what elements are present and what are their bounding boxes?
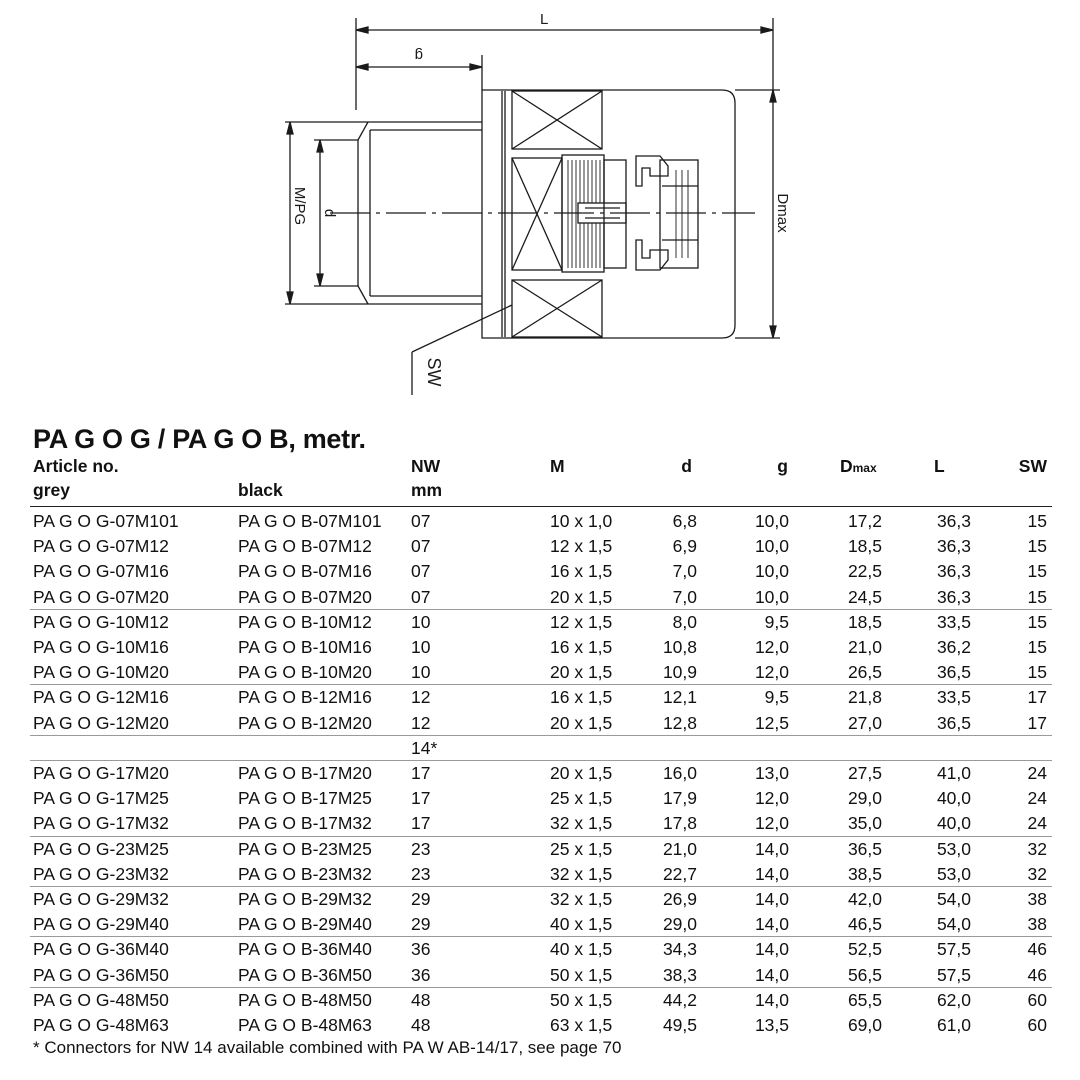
cell-m: 32 x 1,5 [550, 889, 613, 909]
cell-sw: 38 [1027, 914, 1047, 935]
cell-black: PA G O B-29M40 [238, 914, 372, 935]
cell-grey: PA G O G-07M12 [33, 536, 169, 557]
cell-g: 14,0 [754, 863, 789, 884]
cell-nw: 29 [411, 914, 431, 935]
cell-m: 63 x 1,5 [550, 1015, 613, 1035]
header-rule [30, 506, 1052, 507]
header-m: M [550, 456, 565, 476]
cell-g: 12,0 [754, 662, 789, 683]
cell-l: 57,5 [936, 939, 971, 960]
cell-black: PA G O B-17M32 [238, 813, 372, 834]
cell-nw: 10 [411, 662, 431, 683]
cell-sw: 15 [1027, 662, 1047, 683]
cell-grey: PA G O G-07M101 [33, 511, 179, 531]
cell-dmax: 21,8 [847, 687, 882, 708]
cell-nw: 14* [411, 737, 438, 758]
dim-label-dmax: Dmax [774, 193, 791, 233]
dim-label-d: d [321, 208, 338, 218]
cell-d: 12,8 [662, 712, 697, 733]
cell-grey: PA G O G-48M63 [33, 1015, 169, 1035]
cell-m: 50 x 1,5 [550, 989, 613, 1010]
cell-g: 12,0 [754, 637, 789, 657]
row-separator [30, 886, 1052, 887]
cell-dmax: 22,5 [847, 561, 882, 582]
cell-l: 54,0 [936, 889, 971, 909]
cell-g: 14,0 [754, 964, 789, 985]
cell-sw: 15 [1027, 611, 1047, 632]
cell-d: 10,9 [662, 662, 697, 683]
header-dmax [840, 456, 877, 477]
cell-sw: 15 [1027, 586, 1047, 607]
cell-sw: 46 [1027, 939, 1047, 960]
cell-l: 41,0 [936, 763, 971, 783]
cell-m: 20 x 1,5 [550, 662, 613, 683]
cell-nw: 36 [411, 939, 431, 960]
cell-d: 21,0 [662, 838, 697, 859]
cell-d: 12,1 [662, 687, 697, 708]
cell-black: PA G O B-36M50 [238, 964, 372, 985]
cell-nw: 36 [411, 964, 431, 985]
cell-grey: PA G O G-07M20 [33, 586, 169, 607]
cell-dmax: 56,5 [847, 964, 882, 985]
footnote: * Connectors for NW 14 available combined with PA W AB-14/17, see page 70 [33, 1038, 622, 1057]
cell-g: 12,0 [754, 788, 789, 809]
header-article-no: Article no. [33, 456, 119, 476]
cell-sw: 15 [1027, 637, 1047, 657]
cell-l: 36,3 [936, 561, 971, 582]
header-g: g [777, 456, 788, 476]
cell-d: 7,0 [672, 561, 697, 582]
cell-grey: PA G O G-10M16 [33, 637, 169, 657]
cell-g: 14,0 [754, 989, 789, 1010]
cell-grey: PA G O G-29M40 [33, 914, 169, 935]
cell-dmax: 46,5 [847, 914, 882, 935]
cell-sw: 24 [1027, 788, 1047, 809]
cell-dmax: 38,5 [847, 863, 882, 884]
cell-grey: PA G O G-07M16 [33, 561, 169, 582]
cell-grey: PA G O G-17M25 [33, 788, 169, 809]
cell-nw: 07 [411, 511, 431, 531]
cell-g: 14,0 [754, 889, 789, 909]
cell-black: PA G O B-10M20 [238, 662, 372, 683]
cell-d: 10,8 [662, 637, 697, 657]
cell-m: 16 x 1,5 [550, 637, 613, 657]
cell-sw: 60 [1027, 989, 1047, 1010]
row-separator [30, 735, 1052, 736]
cell-black: PA G O B-17M20 [238, 763, 372, 783]
cell-black: PA G O B-29M32 [238, 889, 372, 909]
header-nw: NW [411, 456, 441, 476]
cell-g: 13,0 [754, 763, 789, 783]
cell-nw: 48 [411, 989, 431, 1010]
cell-l: 57,5 [936, 964, 971, 985]
cell-d: 6,9 [672, 536, 697, 557]
cell-nw: 23 [411, 838, 431, 859]
cell-dmax: 26,5 [847, 662, 882, 683]
cell-black: PA G O B-10M12 [238, 611, 372, 632]
cell-dmax: 69,0 [847, 1015, 882, 1035]
cell-dmax: 52,5 [847, 939, 882, 960]
cell-nw: 17 [411, 788, 431, 809]
cell-sw: 32 [1027, 863, 1047, 884]
cell-black: PA G O B-23M32 [238, 863, 372, 884]
cell-grey: PA G O G-10M20 [33, 662, 169, 683]
cell-m: 40 x 1,5 [550, 939, 613, 960]
header-sw: SW [1018, 456, 1047, 476]
cell-sw: 15 [1027, 536, 1047, 557]
cell-nw: 29 [411, 889, 431, 909]
cell-m: 20 x 1,5 [550, 586, 613, 607]
cell-sw: 15 [1027, 561, 1047, 582]
cell-black: PA G O B-12M16 [238, 687, 372, 708]
cell-g: 9,5 [764, 611, 789, 632]
cell-l: 40,0 [936, 788, 971, 809]
cell-nw: 07 [411, 586, 431, 607]
cell-dmax: 29,0 [847, 788, 882, 809]
cell-m: 50 x 1,5 [550, 964, 613, 985]
row-separator [30, 684, 1052, 685]
cell-l: 36,3 [936, 536, 971, 557]
cell-d: 6,8 [672, 511, 697, 531]
cell-grey: PA G O G-29M32 [33, 889, 169, 909]
cell-m: 20 x 1,5 [550, 763, 613, 783]
cell-nw: 07 [411, 561, 431, 582]
header-black: black [238, 480, 283, 500]
cell-black: PA G O B-07M16 [238, 561, 372, 582]
cell-grey: PA G O G-17M32 [33, 813, 169, 834]
cell-g: 14,0 [754, 914, 789, 935]
cell-grey: PA G O G-36M50 [33, 964, 169, 985]
cell-dmax: 27,5 [847, 763, 882, 783]
cell-dmax: 42,0 [847, 889, 882, 909]
cell-sw: 24 [1027, 763, 1047, 783]
dim-label-L: L [540, 11, 549, 28]
cell-grey: PA G O G-12M16 [33, 687, 169, 708]
cell-m: 25 x 1,5 [550, 788, 613, 809]
cell-nw: 17 [411, 763, 431, 783]
header-l: L [934, 456, 945, 476]
cell-m: 32 x 1,5 [550, 813, 613, 834]
cell-black: PA G O B-07M101 [238, 511, 382, 531]
cell-l: 53,0 [936, 838, 971, 859]
cell-nw: 23 [411, 863, 431, 884]
cell-g: 12,0 [754, 813, 789, 834]
header-grey: grey [33, 480, 70, 500]
cell-dmax: 65,5 [847, 989, 882, 1010]
cell-d: 17,9 [662, 788, 697, 809]
cell-nw: 48 [411, 1015, 431, 1035]
header-dmax-main: D [840, 456, 853, 476]
cell-d: 17,8 [662, 813, 697, 834]
cell-nw: 12 [411, 687, 431, 708]
cell-dmax: 36,5 [847, 838, 882, 859]
cell-d: 7,0 [672, 586, 697, 607]
cell-m: 12 x 1,5 [550, 611, 613, 632]
cell-m: 16 x 1,5 [550, 687, 613, 708]
cell-d: 49,5 [662, 1015, 697, 1035]
cell-grey: PA G O G-10M12 [33, 611, 169, 632]
cell-d: 22,7 [662, 863, 697, 884]
cell-d: 26,9 [662, 889, 697, 909]
header-mm: mm [411, 480, 443, 500]
cell-l: 62,0 [936, 989, 971, 1010]
cell-black: PA G O B-12M20 [238, 712, 372, 733]
dim-label-sw: SW [424, 357, 444, 387]
cell-dmax: 17,2 [847, 511, 882, 531]
cell-nw: 17 [411, 813, 431, 834]
cell-black: PA G O B-07M20 [238, 586, 372, 607]
cell-d: 29,0 [662, 914, 697, 935]
cell-g: 14,0 [754, 838, 789, 859]
cell-l: 33,5 [936, 687, 971, 708]
cell-nw: 07 [411, 536, 431, 557]
cell-m: 20 x 1,5 [550, 712, 613, 733]
cell-dmax: 21,0 [847, 637, 882, 657]
cell-m: 12 x 1,5 [550, 536, 613, 557]
cell-g: 10,0 [754, 511, 789, 531]
cell-dmax: 18,5 [847, 536, 882, 557]
cell-g: 14,0 [754, 939, 789, 960]
cell-l: 36,2 [936, 637, 971, 657]
cell-l: 36,5 [936, 712, 971, 733]
cell-grey: PA G O G-23M25 [33, 838, 169, 859]
cell-g: 12,5 [754, 712, 789, 733]
cell-sw: 60 [1027, 1015, 1047, 1035]
cell-black: PA G O B-36M40 [238, 939, 372, 960]
connector-technical-drawing [0, 0, 1080, 410]
cell-grey: PA G O G-36M40 [33, 939, 169, 960]
cell-black: PA G O B-10M16 [238, 637, 372, 657]
cell-sw: 46 [1027, 964, 1047, 985]
cell-l: 36,5 [936, 662, 971, 683]
header-d: d [681, 456, 692, 476]
cell-g: 13,5 [754, 1015, 789, 1035]
cell-sw: 17 [1027, 712, 1047, 733]
cell-m: 16 x 1,5 [550, 561, 613, 582]
cell-black: PA G O B-23M25 [238, 838, 372, 859]
cell-g: 10,0 [754, 561, 789, 582]
cell-black: PA G O B-17M25 [238, 788, 372, 809]
cell-d: 8,0 [672, 611, 697, 632]
cell-d: 16,0 [662, 763, 697, 783]
cell-l: 61,0 [936, 1015, 971, 1035]
row-separator [30, 760, 1052, 761]
cell-l: 36,3 [936, 586, 971, 607]
cell-nw: 10 [411, 611, 431, 632]
cell-sw: 15 [1027, 511, 1047, 531]
cell-d: 38,3 [662, 964, 697, 985]
cell-dmax: 18,5 [847, 611, 882, 632]
cell-g: 10,0 [754, 586, 789, 607]
cell-d: 44,2 [662, 989, 697, 1010]
cell-l: 40,0 [936, 813, 971, 834]
table-title: PA G O G / PA G O B, metr. [33, 424, 366, 454]
cell-sw: 24 [1027, 813, 1047, 834]
cell-grey: PA G O G-12M20 [33, 712, 169, 733]
cell-sw: 32 [1027, 838, 1047, 859]
header-dmax-sub: max [852, 461, 877, 475]
cell-black: PA G O B-48M50 [238, 989, 372, 1010]
cell-g: 10,0 [754, 536, 789, 557]
dim-label-m-pg: M/PG [291, 186, 308, 226]
cell-black: PA G O B-48M63 [238, 1015, 372, 1035]
cell-m: 10 x 1,0 [550, 511, 613, 531]
row-separator [30, 936, 1052, 937]
cell-grey: PA G O G-17M20 [33, 763, 169, 783]
cell-m: 25 x 1,5 [550, 838, 613, 859]
cell-nw: 10 [411, 637, 431, 657]
cell-m: 32 x 1,5 [550, 863, 613, 884]
cell-black: PA G O B-07M12 [238, 536, 372, 557]
cell-sw: 17 [1027, 687, 1047, 708]
cell-dmax: 27,0 [847, 712, 882, 733]
cell-d: 34,3 [662, 939, 697, 960]
cell-l: 54,0 [936, 914, 971, 935]
cell-grey: PA G O G-48M50 [33, 989, 169, 1010]
cell-m: 40 x 1,5 [550, 914, 613, 935]
cell-g: 9,5 [764, 687, 789, 708]
cell-l: 36,3 [936, 511, 971, 531]
cell-dmax: 35,0 [847, 813, 882, 834]
cell-l: 33,5 [936, 611, 971, 632]
cell-sw: 38 [1027, 889, 1047, 909]
cell-l: 53,0 [936, 863, 971, 884]
cell-dmax: 24,5 [847, 586, 882, 607]
cell-nw: 12 [411, 712, 431, 733]
dim-label-g: g [414, 47, 423, 64]
cell-grey: PA G O G-23M32 [33, 863, 169, 884]
